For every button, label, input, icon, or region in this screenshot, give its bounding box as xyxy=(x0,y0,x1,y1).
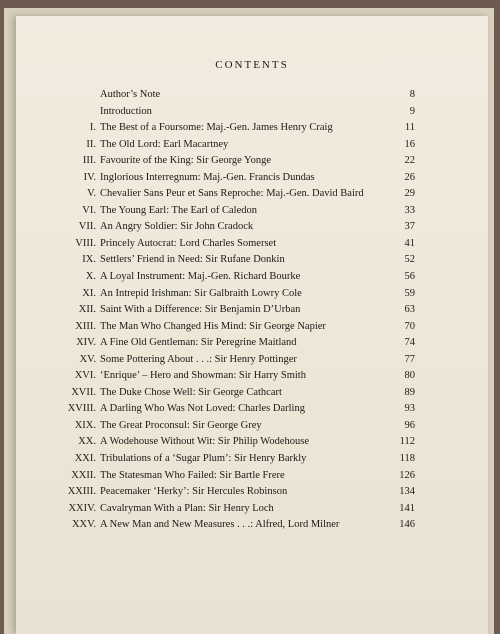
chapter-title: ‘Enrique’ – Hero and Showman: Sir Harry Smith xyxy=(100,370,306,382)
toc-entry xyxy=(16,172,488,189)
toc-entry xyxy=(16,254,488,271)
chapter-number: XV. xyxy=(79,353,96,365)
chapter-title: A Wodehouse Without Wit: Sir Philip Wodehouse xyxy=(100,436,310,448)
toc-entry xyxy=(16,288,488,305)
page-number: 118 xyxy=(399,453,415,465)
toc-entry xyxy=(16,122,488,139)
toc-entry xyxy=(16,139,488,156)
chapter-title: Peacemaker ‘Herky’: Sir Hercules Robinson xyxy=(100,486,288,498)
chapter-title: A New Man and New Measures . . .: Alfred, Lord Milner xyxy=(100,519,340,531)
page-number: 37 xyxy=(404,221,415,233)
page-number: 112 xyxy=(399,436,415,448)
page-number: 59 xyxy=(404,287,415,299)
page-number: 11 xyxy=(404,122,415,134)
page-number: 8 xyxy=(409,89,415,100)
chapter-title: A Loyal Instrument: Maj.-Gen. Richard Bourke xyxy=(100,271,301,283)
toc-entry xyxy=(16,503,488,520)
page-number: 52 xyxy=(404,254,415,266)
chapter-number: XX. xyxy=(78,436,96,448)
page-number: 141 xyxy=(399,502,415,514)
book-page xyxy=(16,16,488,634)
chapter-number: VIII. xyxy=(75,237,96,249)
chapter-title: Introduction xyxy=(100,105,152,117)
toc-entry xyxy=(16,304,488,321)
toc-entry xyxy=(16,221,488,238)
toc-entry xyxy=(16,155,488,172)
chapter-number: XXV. xyxy=(71,519,96,531)
chapter-number: XXIII. xyxy=(67,486,96,498)
page-number: 93 xyxy=(404,403,415,415)
toc-entry xyxy=(16,337,488,354)
toc-entry xyxy=(16,354,488,371)
chapter-title: Author’s Note xyxy=(100,89,161,100)
page-number: 89 xyxy=(404,386,415,398)
page-number: 56 xyxy=(404,271,415,283)
chapter-title: Chevalier Sans Peur et Sans Reproche: Maj.-Gen. David Baird xyxy=(100,188,364,200)
page-number: 22 xyxy=(404,155,415,167)
toc-entry xyxy=(16,486,488,503)
chapter-number: XVIII. xyxy=(67,403,96,415)
toc-entry xyxy=(16,387,488,404)
contents-heading: CONTENTS xyxy=(215,59,289,71)
toc-entry xyxy=(16,205,488,222)
page-number: 74 xyxy=(404,337,415,349)
chapter-title: Tribulations of a ‘Sugar Plum’: Sir Henry Barkly xyxy=(100,453,307,465)
page-number: 70 xyxy=(404,320,415,332)
chapter-title: The Old Lord: Earl Macartney xyxy=(100,138,229,150)
chapter-number: IV. xyxy=(83,171,96,183)
toc-entry xyxy=(16,403,488,420)
chapter-title: Some Pottering About . . .: Sir Henry Pottinger xyxy=(100,353,297,365)
chapter-title: The Best of a Foursome: Maj.-Gen. James Henry Craig xyxy=(100,122,333,134)
chapter-title: The Statesman Who Failed: Sir Bartle Frere xyxy=(100,469,285,481)
page-number: 9 xyxy=(409,105,415,117)
chapter-title: The Great Proconsul: Sir George Grey xyxy=(100,419,262,431)
page-number: 29 xyxy=(404,188,415,200)
toc-entry xyxy=(16,89,488,106)
chapter-number: XXII. xyxy=(71,469,96,481)
toc-entry xyxy=(16,321,488,338)
chapter-number: III. xyxy=(82,155,96,167)
chapter-title: An Intrepid Irishman: Sir Galbraith Lowry Cole xyxy=(100,287,302,299)
chapter-number: I. xyxy=(89,122,96,134)
toc-entry xyxy=(16,238,488,255)
page-number: 63 xyxy=(404,304,415,316)
toc-entry xyxy=(16,370,488,387)
chapter-title: Settlers’ Friend in Need: Sir Rufane Donkin xyxy=(100,254,285,266)
chapter-number: II. xyxy=(86,138,96,150)
chapter-number: X. xyxy=(85,271,96,283)
page-number: 80 xyxy=(404,370,415,382)
chapter-number: VI. xyxy=(82,204,96,216)
chapter-title: Favourite of the King: Sir George Yonge xyxy=(100,155,271,167)
page-number: 26 xyxy=(404,171,415,183)
toc-entry xyxy=(16,271,488,288)
chapter-title: Princely Autocrat: Lord Charles Somerset xyxy=(100,237,277,249)
page-number: 96 xyxy=(404,419,415,431)
chapter-title: A Darling Who Was Not Loved: Charles Darling xyxy=(100,403,305,415)
chapter-title: A Fine Old Gentleman: Sir Peregrine Maitland xyxy=(100,337,297,349)
page-number: 33 xyxy=(404,204,415,216)
chapter-number: XIII. xyxy=(75,320,96,332)
table-of-contents xyxy=(16,89,488,536)
page-number: 77 xyxy=(404,353,415,365)
chapter-title: Cavalryman With a Plan: Sir Henry Loch xyxy=(100,502,274,514)
chapter-number: XXIV. xyxy=(68,502,96,514)
chapter-number: XVI. xyxy=(74,370,96,382)
toc-entry xyxy=(16,436,488,453)
chapter-number: XVII. xyxy=(71,386,96,398)
toc-entry xyxy=(16,106,488,123)
chapter-number: XI. xyxy=(82,287,96,299)
chapter-title: Saint With a Difference: Sir Benjamin D’Urban xyxy=(100,304,301,316)
chapter-title: The Man Who Changed His Mind: Sir George Napier xyxy=(100,320,326,332)
toc-entry xyxy=(16,453,488,470)
page-number: 134 xyxy=(399,486,415,498)
chapter-number: VII. xyxy=(78,221,96,233)
page-number: 16 xyxy=(404,138,415,150)
chapter-number: XIX. xyxy=(74,419,96,431)
chapter-title: An Angry Soldier: Sir John Cradock xyxy=(100,221,254,233)
page-number: 126 xyxy=(399,469,415,481)
chapter-number: XXI. xyxy=(74,453,96,465)
chapter-number: IX. xyxy=(82,254,96,266)
chapter-title: The Young Earl: The Earl of Caledon xyxy=(100,204,257,216)
toc-entry xyxy=(16,470,488,487)
toc-entry xyxy=(16,519,488,536)
page-number: 146 xyxy=(399,519,415,531)
chapter-number: XII. xyxy=(78,304,96,316)
toc-entry xyxy=(16,188,488,205)
page-number: 41 xyxy=(404,237,415,249)
chapter-number: V. xyxy=(87,188,96,200)
toc-entry xyxy=(16,420,488,437)
chapter-title: Inglorious Interregnum: Maj.-Gen. Francis Dundas xyxy=(100,171,315,183)
chapter-title: The Duke Chose Well: Sir George Cathcart xyxy=(100,386,282,398)
chapter-number: XIV. xyxy=(76,337,96,349)
